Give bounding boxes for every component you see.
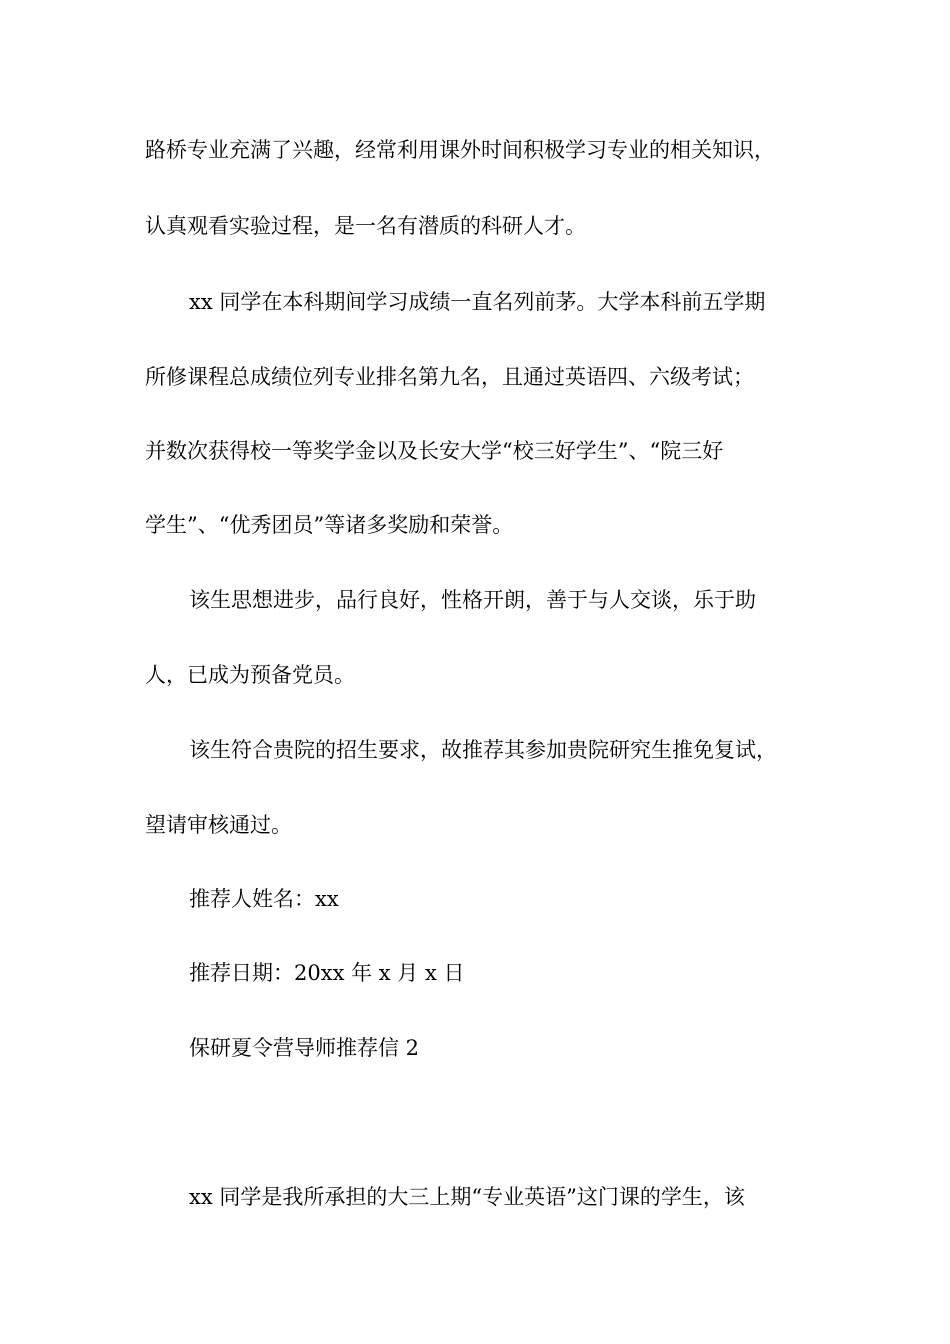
paragraph-line-2: 认真观看实验过程，是一名有潜质的科研人才。 <box>145 214 586 238</box>
paragraph-line-3: xx 同学在本科期间学习成绩一直名列前茅。大学本科前五学期 <box>189 290 766 314</box>
paragraph-line-4: 所修课程总成绩位列专业排名第九名，且通过英语四、六级考试； <box>145 365 754 389</box>
paragraph-line-7: 该生思想进步，品行良好，性格开朗，善于与人交谈，乐于助 <box>189 588 756 612</box>
paragraph-line-1: 路桥专业充满了兴趣，经常利用课外时间积极学习专业的相关知识， <box>145 138 775 162</box>
recommend-date-line: 推荐日期：20xx 年 x 月 x 日 <box>189 961 465 985</box>
section-heading: 保研夏令营导师推荐信 2 <box>189 1036 420 1060</box>
paragraph-line-6: 学生”、“优秀团员”等诸多奖励和荣誉。 <box>145 513 514 537</box>
recommender-name-line: 推荐人姓名：xx <box>189 887 339 911</box>
paragraph-line-10: 望请审核通过。 <box>145 813 292 837</box>
paragraph-line-9: 该生符合贵院的招生要求，故推荐其参加贵院研究生推免复试， <box>189 738 777 762</box>
paragraph-line-14: xx 同学是我所承担的大三上期“专业英语”这门课的学生，该 <box>189 1185 745 1209</box>
paragraph-line-5: 并数次获得校一等奖学金以及长安大学“校三好学生”、“院三好 <box>145 439 724 463</box>
paragraph-line-8: 人，已成为预备党员。 <box>145 663 355 687</box>
